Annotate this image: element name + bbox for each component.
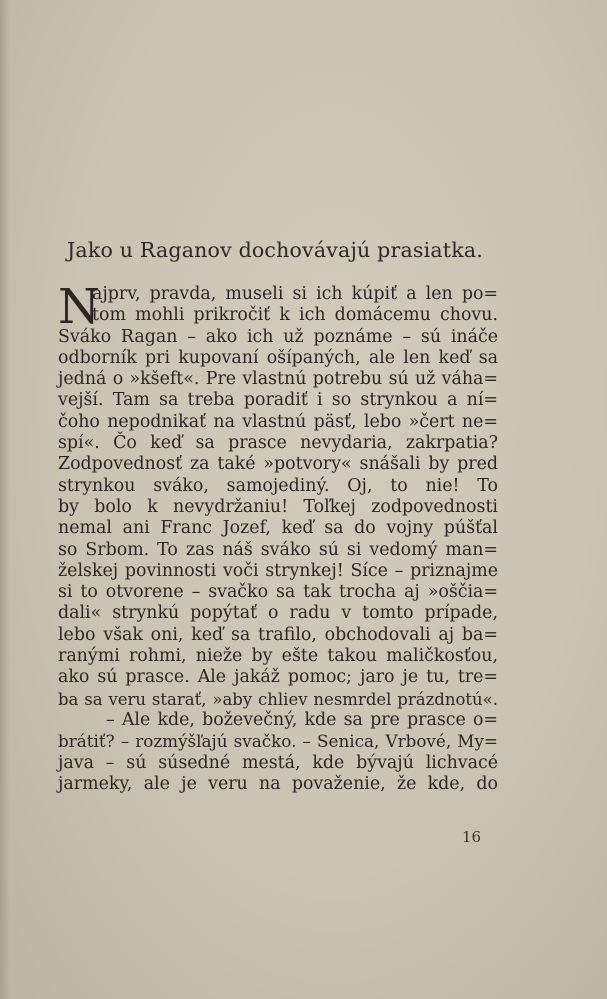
dialogue-line: – Ale kde, boževečný, kde sa pre prasce o= — [106, 709, 498, 730]
text-line: čoho nepodnikať na vlastnú päsť, lebo »čert ne= — [58, 411, 498, 432]
text-line: ba sa veru starať, »aby chliev nesmrdel prázdnotú«. — [58, 689, 498, 709]
text-line: si to otvorene – svačko sa tak trocha aj »oščia= — [58, 582, 498, 603]
text-line: lebo však oni, keď sa trafilo, obchodovali aj ba= — [58, 624, 498, 645]
text-line: vejší. Tam sa treba poradiť i so strynkou a ní= — [58, 390, 498, 411]
text-line: so Srbom. To zas náš sváko sú si vedomý man= — [58, 539, 498, 560]
opening-lines — [92, 284, 498, 327]
text-line: želskej povinnosti voči strynkej! Síce – priznajme — [58, 560, 498, 581]
chapter-title: Jako u Raganov dochovávajú prasiatka. — [67, 238, 483, 262]
page-number: 16 — [462, 828, 482, 846]
text-line: jedná o »kšeft«. Pre vlastnú potrebu sú už váha= — [58, 369, 498, 390]
dialogue-line: brátiť? – rozmýšľajú svačko. – Senica, Vrbové, My= — [58, 731, 498, 752]
text-line: spí«. Čo keď sa prasce nevydaria, zakrpatia? — [58, 433, 498, 454]
text-line: odborník pri kupovaní ošípaných, ale len keď sa — [58, 347, 498, 368]
drop-cap: N — [58, 279, 100, 335]
text-line: ajprv, pravda, museli si ich kúpiť a len po= — [92, 284, 498, 304]
text-line: ranými rohmi, nieže by ešte takou maličkosťou, — [58, 646, 498, 667]
text-line: Sváko Ragan – ako ich už poznáme – sú ináče — [58, 326, 498, 347]
text-line: tom mohli prikročiť k ich domácemu chovu. — [92, 305, 498, 326]
body-text — [58, 327, 498, 796]
text-line: ako sú prasce. Ale jakáž pomoc; jaro je tu, tre= — [58, 667, 498, 688]
dialogue-line: jarmeky, ale je veru na považenie, že kde, do — [58, 773, 498, 794]
text-line: by bolo k nevydržaniu! Toľkej zodpovednosti — [58, 496, 498, 517]
page-binding-shadow — [0, 0, 10, 999]
text-line: dali« strynkú popýtať o radu v tomto prípade, — [58, 603, 498, 624]
dialogue-line: java – sú súsedné mestá, kde bývajú lichvacé — [58, 752, 498, 773]
text-line: Zodpovednosť za také »potvory« snášali by pred — [58, 454, 498, 475]
text-line: nemal ani Franc Jozef, keď sa do vojny púšťal — [58, 518, 498, 539]
text-line: strynkou sváko, samojediný. Oj, to nie! To — [58, 475, 498, 496]
